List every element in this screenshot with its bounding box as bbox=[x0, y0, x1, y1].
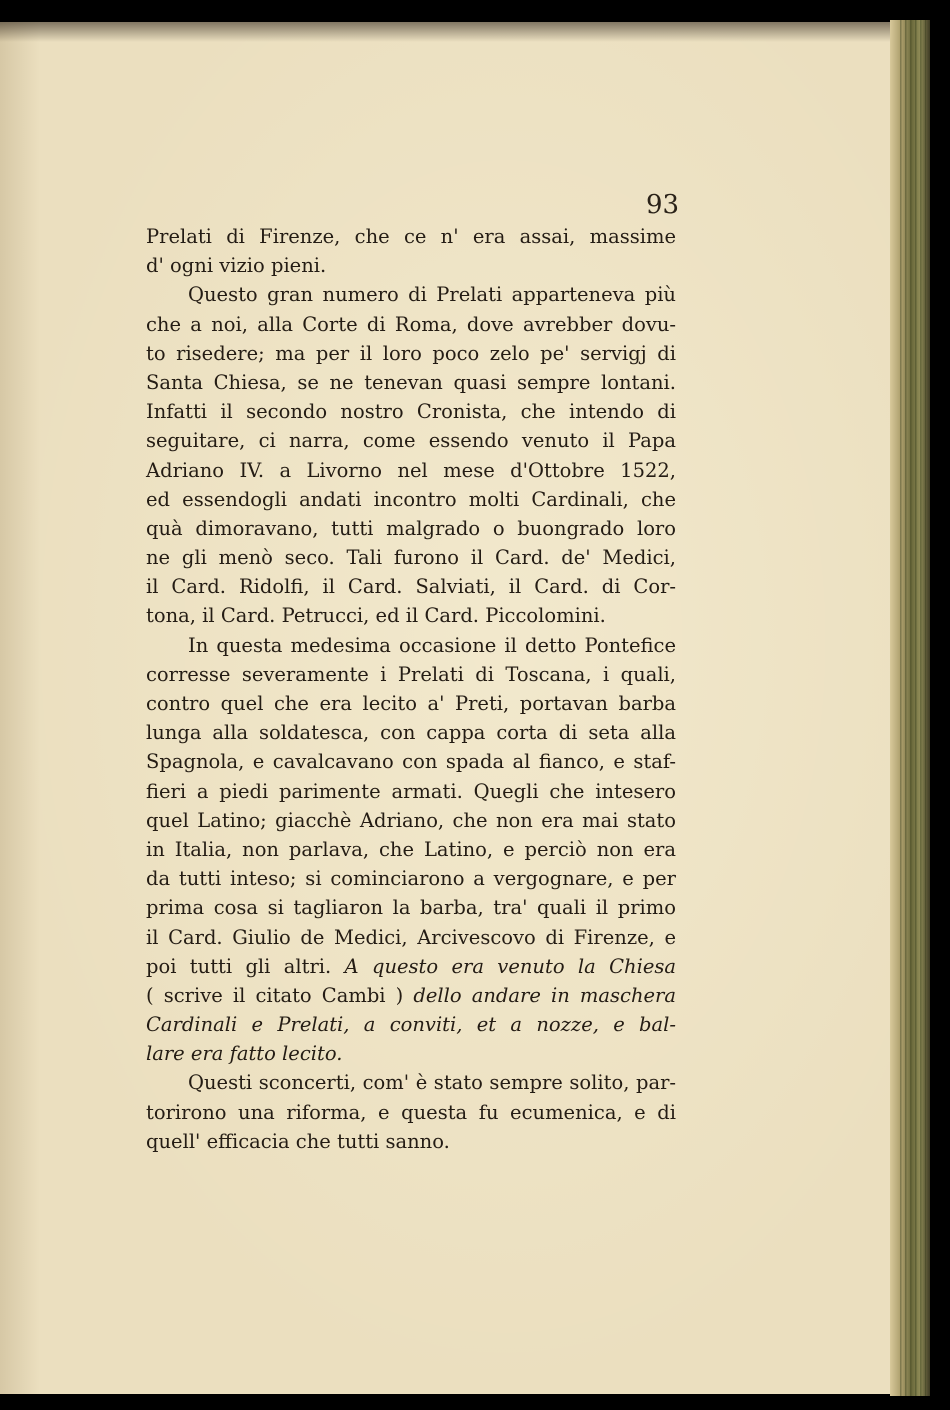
text-span: Infatti il secondo nostro Cronista, che intendo di bbox=[146, 400, 676, 424]
text-line bbox=[146, 952, 676, 981]
text-line bbox=[146, 339, 676, 368]
fore-edge-texture bbox=[900, 20, 926, 1396]
text-span: quell' efficacia che tutti sanno. bbox=[146, 1129, 450, 1153]
text-line bbox=[146, 1098, 676, 1127]
text-line bbox=[146, 777, 676, 806]
text-span: Adriano IV. a Livorno nel mese d'Ottobre 1522, bbox=[146, 458, 676, 482]
text-line bbox=[146, 864, 676, 893]
text-line bbox=[146, 280, 676, 309]
text-span: ( scrive il citato Cambi ) bbox=[146, 983, 414, 1007]
text-line bbox=[146, 747, 676, 776]
text-span: Questo gran numero di Prelati apparteneva più bbox=[188, 283, 676, 307]
text-line bbox=[146, 397, 676, 426]
text-span: ed essendogli andati incontro molti Cardinali, che bbox=[146, 487, 676, 511]
text-span: il Card. Ridolfi, il Card. Salviati, il Card. di Cor- bbox=[146, 575, 676, 599]
text-line bbox=[146, 1039, 676, 1068]
text-line bbox=[146, 1127, 676, 1156]
text-line bbox=[146, 601, 676, 630]
italic-quote-span: Cardinali e Prelati, a conviti, et a nozze, e bal- bbox=[146, 1013, 676, 1037]
text-line bbox=[146, 222, 676, 251]
text-span: Spagnola, e cavalcavano con spada al fianco, e staf- bbox=[146, 750, 676, 774]
text-line bbox=[146, 514, 676, 543]
text-span: che a noi, alla Corte di Roma, dove avrebber dovu- bbox=[146, 312, 676, 336]
text-line bbox=[146, 543, 676, 572]
text-span: quà dimoravano, tutti malgrado o buongrado loro bbox=[146, 516, 676, 540]
text-span: poi tutti gli altri. bbox=[146, 954, 345, 978]
italic-quote-span: dello andare in maschera bbox=[413, 983, 676, 1007]
text-line bbox=[146, 660, 676, 689]
text-line bbox=[146, 689, 676, 718]
text-line bbox=[146, 251, 676, 280]
text-span: seguitare, ci narra, come essendo venuto il Papa bbox=[146, 429, 676, 453]
text-line bbox=[146, 981, 676, 1010]
text-line bbox=[146, 718, 676, 747]
text-span: lunga alla soldatesca, con cappa corta di seta alla bbox=[146, 721, 676, 745]
text-span: prima cosa si tagliaron la barba, tra' quali il primo bbox=[146, 896, 676, 920]
italic-quote-span: A questo era venuto la Chiesa bbox=[344, 954, 676, 978]
text-line bbox=[146, 310, 676, 339]
text-span: Santa Chiesa, se ne tenevan quasi sempre lontani. bbox=[146, 370, 676, 394]
text-span: to risedere; ma per il loro poco zelo pe' servigj di bbox=[146, 341, 676, 365]
text-span: Questi sconcerti, com' è stato sempre solito, par- bbox=[188, 1071, 676, 1095]
text-span: tona, il Card. Petrucci, ed il Card. Piccolomini. bbox=[146, 604, 606, 628]
text-span: in Italia, non parlava, che Latino, e perciò non era bbox=[146, 837, 676, 861]
body-text bbox=[146, 222, 676, 1156]
text-line bbox=[146, 893, 676, 922]
text-line bbox=[146, 1068, 676, 1097]
page-top-shadow bbox=[0, 22, 900, 42]
text-line bbox=[146, 1010, 676, 1039]
text-line bbox=[146, 631, 676, 660]
page-number: 93 bbox=[646, 190, 680, 220]
text-span: contro quel che era lecito a' Preti, portavan barba bbox=[146, 692, 676, 715]
text-span: il Card. Giulio de Medici, Arcivescovo di Firenze, e bbox=[146, 925, 676, 949]
text-line bbox=[146, 806, 676, 835]
text-line bbox=[146, 572, 676, 601]
text-line bbox=[146, 923, 676, 952]
text-span: corresse severamente i Prelati di Toscana, i quali, bbox=[146, 662, 676, 686]
text-span: Prelati di Firenze, che ce n' era assai, massime bbox=[146, 225, 676, 248]
text-line bbox=[146, 485, 676, 514]
text-span: fieri a piedi parimente armati. Quegli che intesero bbox=[146, 779, 676, 803]
text-span: ne gli menò seco. Tali furono il Card. de' Medici, bbox=[146, 546, 676, 570]
text-span: quel Latino; giacchè Adriano, che non era mai stato bbox=[146, 808, 676, 832]
text-span: torirono una riforma, e questa fu ecumenica, e di bbox=[146, 1100, 676, 1124]
text-span: d' ogni vizio pieni. bbox=[146, 254, 327, 278]
text-line bbox=[146, 456, 676, 485]
text-span: da tutti inteso; si cominciarono a vergognare, e per bbox=[146, 867, 676, 891]
text-line bbox=[146, 426, 676, 455]
italic-quote-span: lare era fatto lecito. bbox=[146, 1042, 343, 1066]
text-line bbox=[146, 368, 676, 397]
text-span: In questa medesima occasione il detto Pontefice bbox=[188, 633, 676, 657]
text-line bbox=[146, 835, 676, 864]
